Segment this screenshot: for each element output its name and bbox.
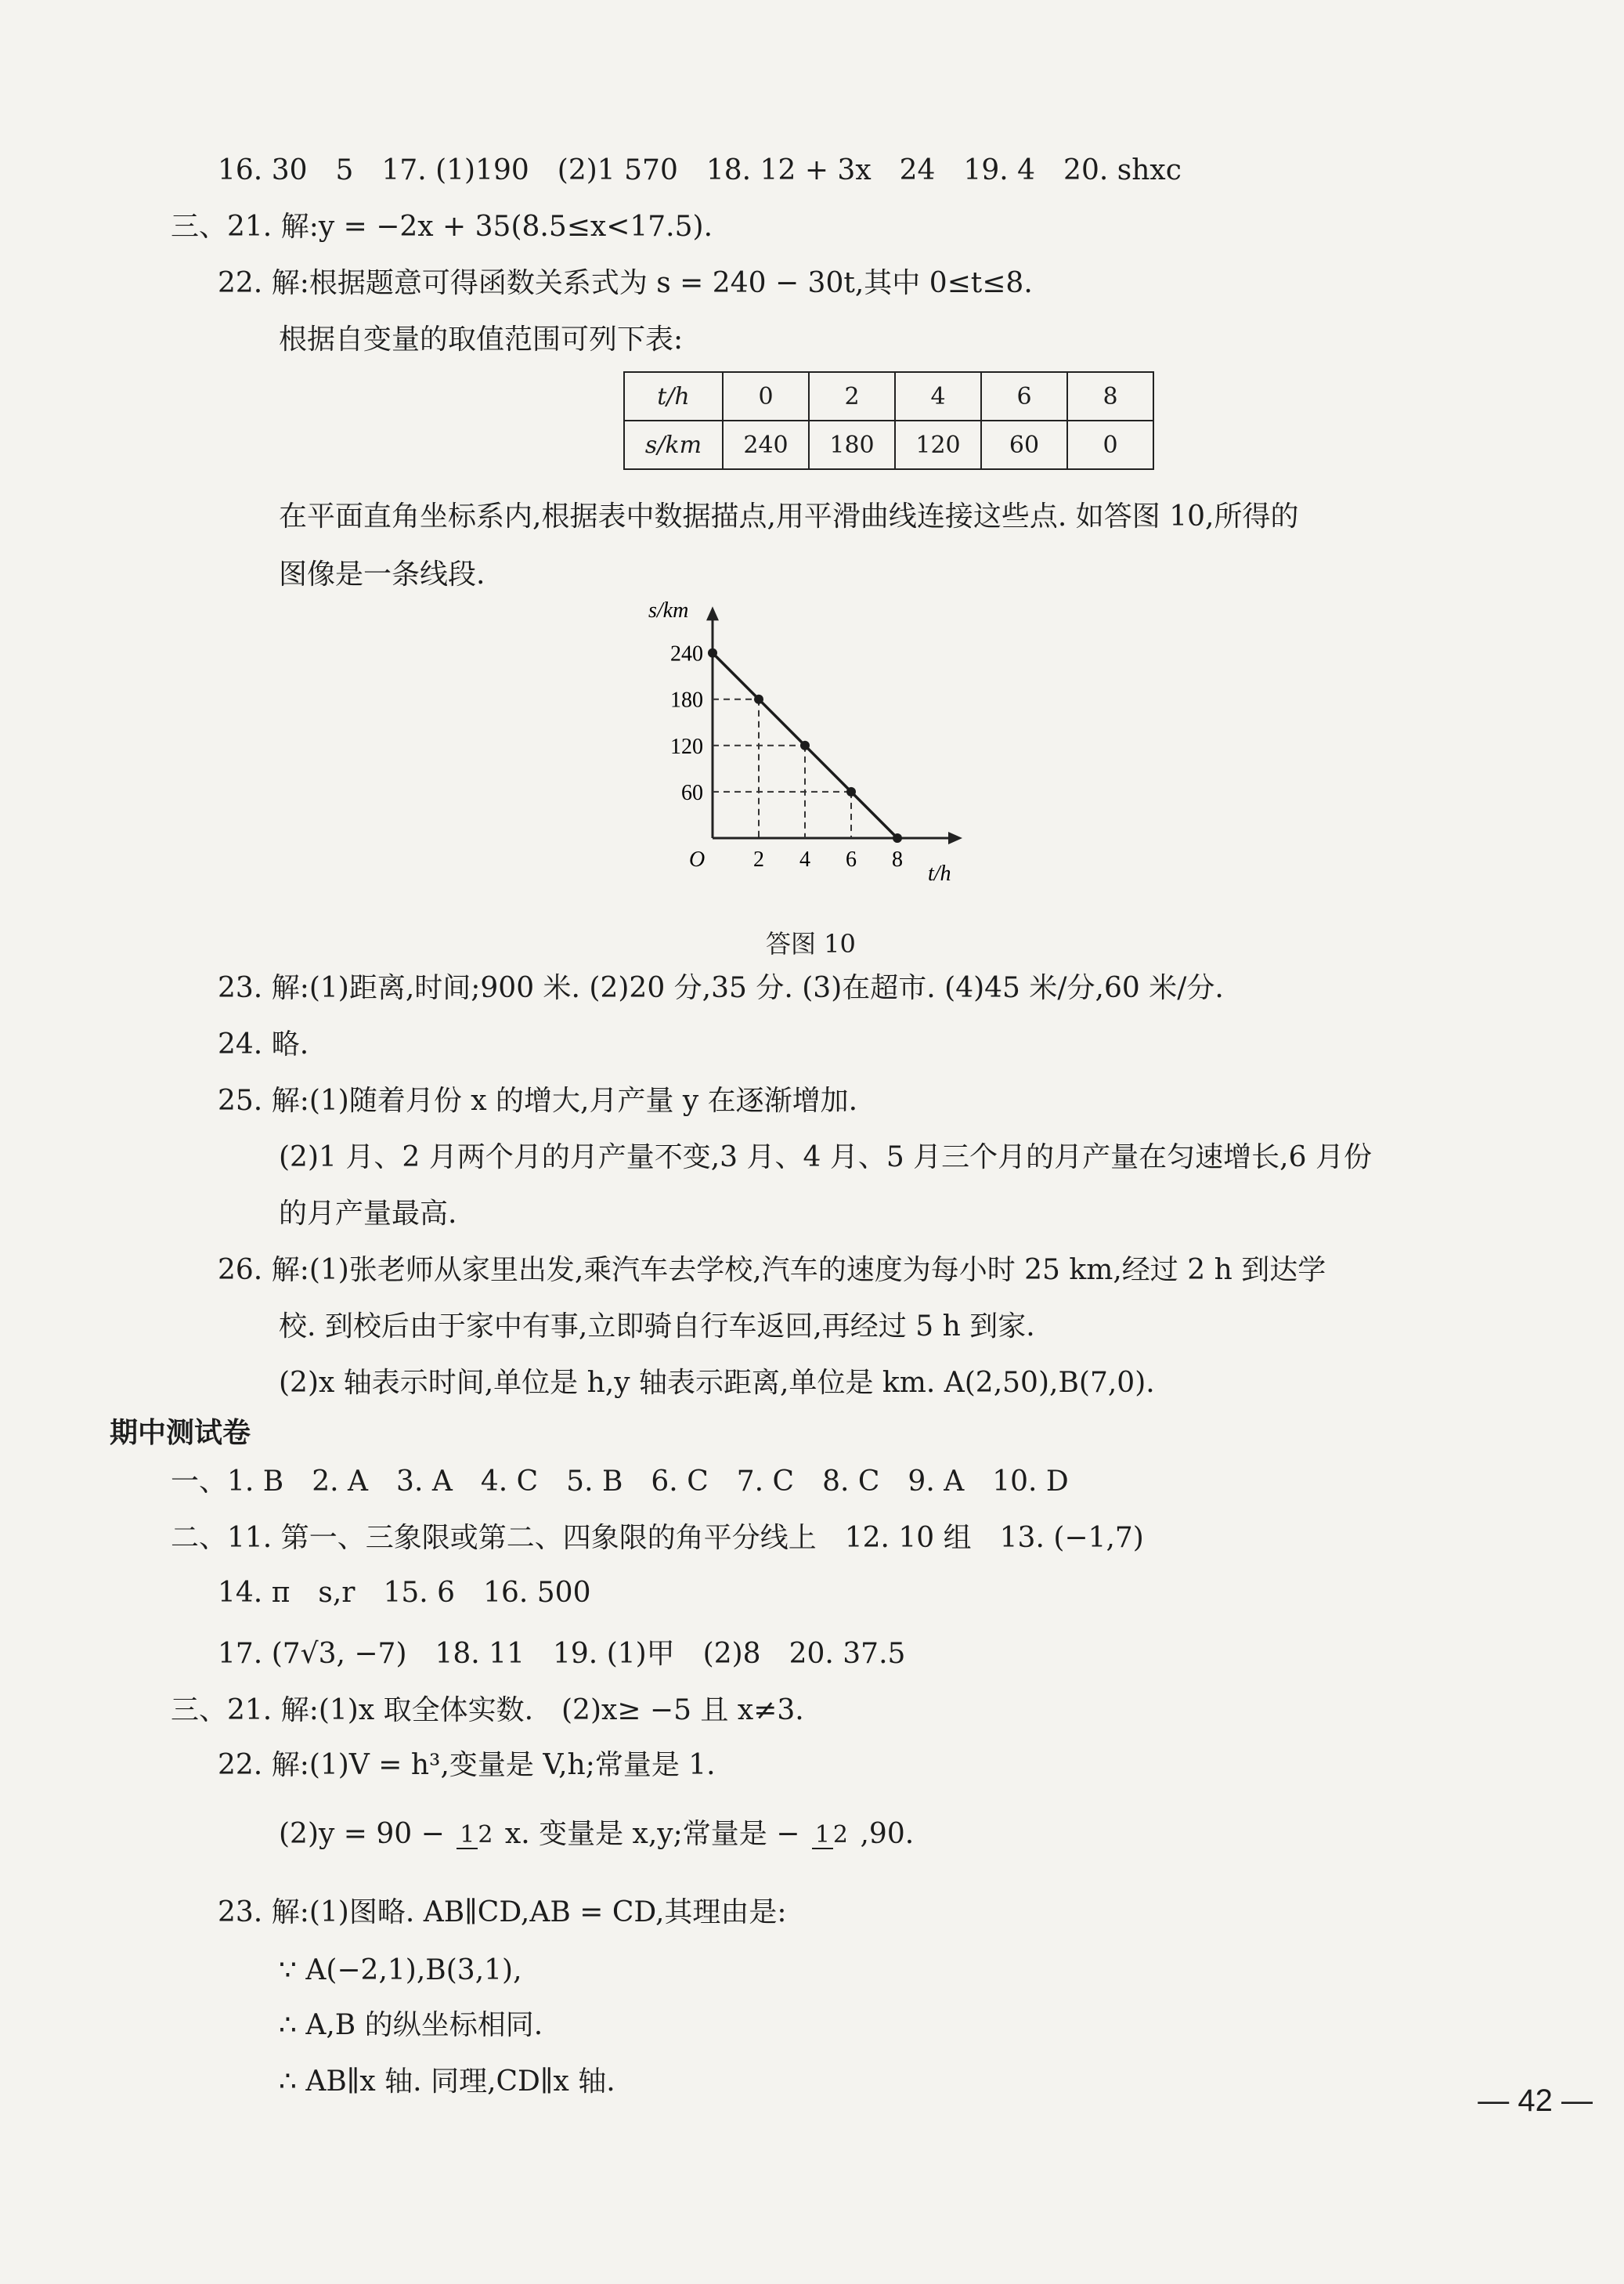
table-row bbox=[624, 421, 1153, 469]
value-table bbox=[623, 371, 1154, 470]
data-point bbox=[708, 649, 717, 658]
answer-line-14-16: 14. π s,r 15. 6 16. 500 bbox=[218, 1577, 591, 1609]
answer-line-21b: 三、21. 解:(1)x 取全体实数. (2)x≥ −5 且 x≠3. bbox=[171, 1694, 804, 1726]
answer-line-23b: 23. 解:(1)图略. AB∥CD,AB = CD,其理由是: bbox=[218, 1896, 787, 1928]
page-number: — 42 — bbox=[1478, 2083, 1593, 2118]
table-cell: 0 bbox=[1067, 421, 1153, 469]
table-cell: 2 bbox=[809, 372, 895, 421]
y-tick-label: 120 bbox=[670, 734, 703, 759]
data-point bbox=[893, 833, 902, 843]
fraction-half: 1 2 bbox=[457, 1823, 493, 1849]
data-point bbox=[754, 695, 763, 704]
x-tick-label: 8 bbox=[892, 847, 903, 872]
table-cell: 6 bbox=[981, 372, 1067, 421]
x-axis-arrow bbox=[948, 832, 962, 844]
table-cell: 60 bbox=[981, 421, 1067, 469]
answer-line-23: 23. 解:(1)距离,时间;900 米. (2)20 分,35 分. (3)在超市. (4)45 米/分,60 米/分. bbox=[218, 972, 1224, 1004]
table-cell: 180 bbox=[809, 421, 895, 469]
table-cell: 240 bbox=[723, 421, 809, 469]
answer-line-25: 25. 解:(1)随着月份 x 的增大,月产量 y 在逐渐增加. bbox=[218, 1085, 858, 1117]
table-cell: t/h bbox=[624, 372, 723, 421]
answer-line-22-desc-2: 图像是一条线段. bbox=[279, 558, 485, 591]
x-tick-label: 2 bbox=[753, 847, 764, 872]
line-chart bbox=[603, 595, 994, 909]
answer-line-22-table-intro: 根据自变量的取值范围可列下表: bbox=[279, 323, 684, 356]
answer-line-24: 24. 略. bbox=[218, 1028, 309, 1061]
table-cell: 120 bbox=[895, 421, 981, 469]
answer-line-22b: 22. 解:(1)V = h³,变量是 V,h;常量是 1. bbox=[218, 1749, 716, 1781]
chart-caption: 答图 10 bbox=[766, 929, 856, 959]
fraction-half-2: 1 2 bbox=[812, 1823, 848, 1849]
answer-line-25-2: (2)1 月、2 月两个月的月产量不变,3 月、4 月、5 月三个月的月产量在匀速增长,6 月份 bbox=[279, 1141, 1372, 1173]
answer-line-11-13: 二、11. 第一、三象限或第二、四象限的角平分线上 12. 10 组 13. (−1,7) bbox=[171, 1522, 1144, 1554]
answer-line-22: 22. 解:根据题意可得函数关系式为 s = 240 − 30t,其中 0≤t≤8. bbox=[218, 267, 1033, 299]
section-heading: 期中测试卷 bbox=[110, 1417, 251, 1449]
y-axis-label: s/km bbox=[648, 598, 689, 623]
answer-line-26-2: 校. 到校后由于家中有事,立即骑自行车返回,再经过 5 h 到家. bbox=[279, 1310, 1035, 1343]
table-cell: 0 bbox=[723, 372, 809, 421]
answer-line-16-20: 16. 30 5 17. (1)190 (2)1 570 18. 12 + 3x 24 19. 4 20. shxc bbox=[218, 154, 1182, 186]
answer-line-22-desc: 在平面直角坐标系内,根据表中数据描点,用平滑曲线连接这些点. 如答图 10,所得的 bbox=[279, 501, 1299, 533]
data-point bbox=[846, 787, 856, 797]
y-axis-arrow bbox=[706, 606, 719, 620]
y-tick-label: 180 bbox=[670, 688, 703, 713]
answer-line-17-20: 17. (7√3, −7) 18. 11 19. (1)甲 (2)8 20. 37.5 bbox=[218, 1638, 906, 1670]
x-tick-label: 4 bbox=[799, 847, 810, 872]
answer-line-1-10: 一、1. B 2. A 3. A 4. C 5. B 6. C 7. C 8. C 9. A 10. D bbox=[171, 1465, 1069, 1498]
answer-line-23b-2: ∵ A(−2,1),B(3,1), bbox=[279, 1954, 522, 1986]
answer-line-25-3: 的月产量最高. bbox=[279, 1198, 457, 1230]
y-tick-label: 240 bbox=[670, 641, 703, 667]
answer-line-21: 三、21. 解:y = −2x + 35(8.5≤x<17.5). bbox=[171, 211, 713, 243]
x-axis-label: t/h bbox=[928, 862, 951, 886]
data-point bbox=[800, 741, 810, 750]
answer-line-26: 26. 解:(1)张老师从家里出发,乘汽车去学校,汽车的速度为每小时 25 km,经过 2 h 到达学 bbox=[218, 1254, 1326, 1286]
answer-line-22b-2: (2)y = 90 − 1 2 x. 变量是 x,y;常量是 − 1 2 ,90. bbox=[279, 1818, 915, 1850]
y-tick-label: 60 bbox=[681, 780, 703, 805]
table-cell: s/km bbox=[624, 421, 723, 469]
x-tick-label: 6 bbox=[846, 847, 857, 872]
answer-line-23b-4: ∴ AB∥x 轴. 同理,CD∥x 轴. bbox=[279, 2065, 615, 2098]
answer-line-26-3: (2)x 轴表示时间,单位是 h,y 轴表示距离,单位是 km. A(2,50),B(7,0). bbox=[279, 1367, 1155, 1399]
answer-line-23b-3: ∴ A,B 的纵坐标相同. bbox=[279, 2009, 543, 2041]
table-cell: 4 bbox=[895, 372, 981, 421]
origin-label: O bbox=[689, 847, 706, 872]
table-cell: 8 bbox=[1067, 372, 1153, 421]
table-row bbox=[624, 372, 1153, 421]
